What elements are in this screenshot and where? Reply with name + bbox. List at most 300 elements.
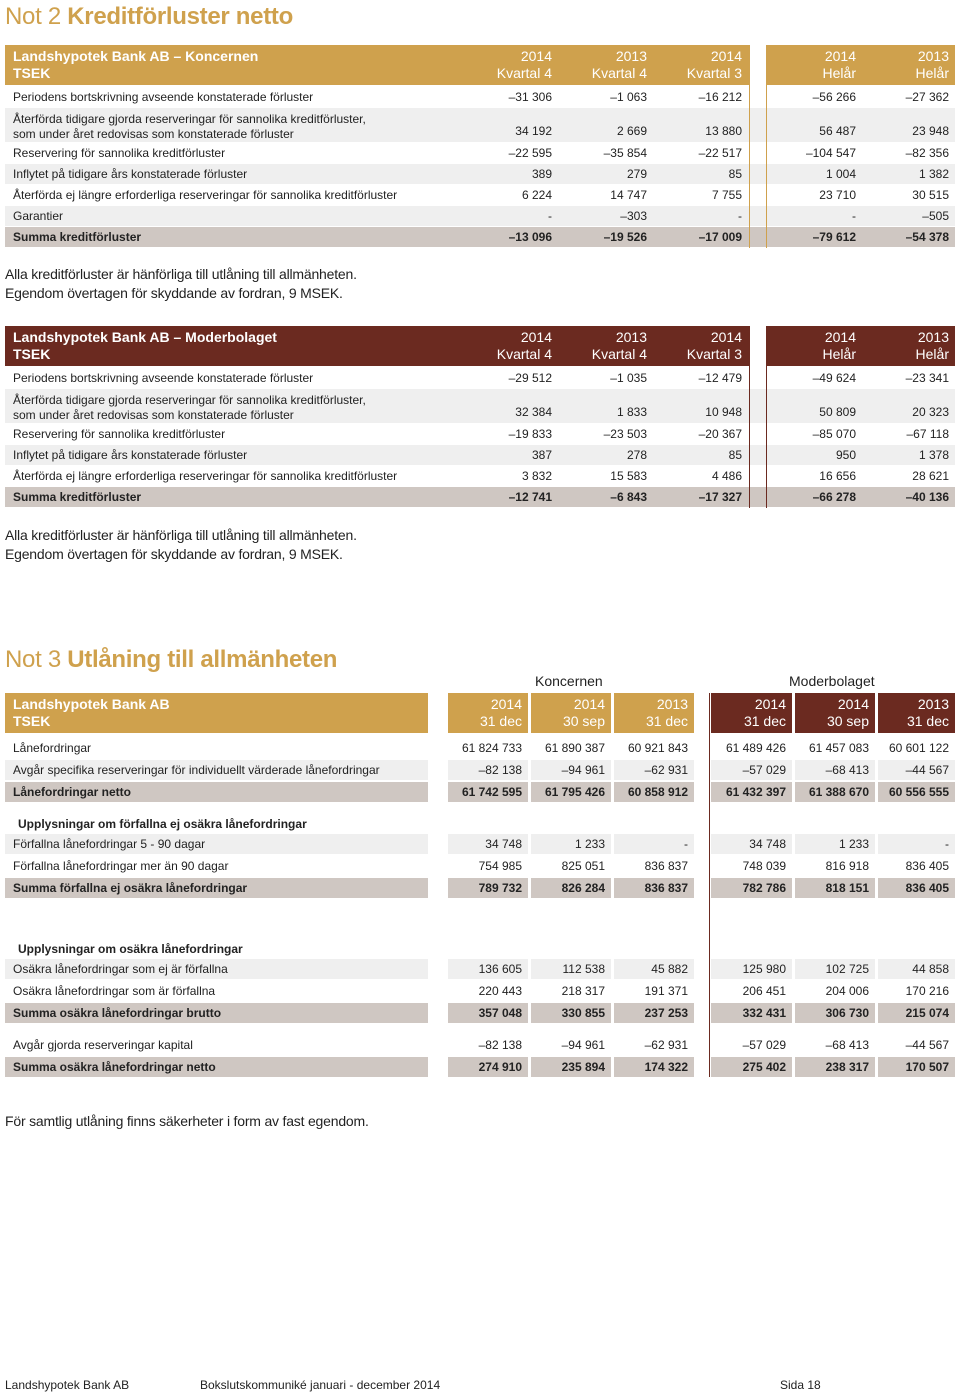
- row-value: 330 855: [561, 1006, 605, 1020]
- cell-gap: [428, 878, 448, 898]
- row-value: 170 216: [905, 984, 949, 998]
- header-col-year: 2013: [917, 696, 949, 712]
- row-value: 2 669: [616, 124, 647, 138]
- cell-gap: [428, 782, 448, 802]
- cell-gap: [875, 959, 878, 979]
- row-value: –68 413: [825, 1038, 869, 1052]
- moder-note-1: Alla kreditförluster är hänförliga till utlåning till allmänheten.: [5, 527, 357, 543]
- summary-row: [5, 1057, 955, 1077]
- row-label: Summa osäkra lånefordringar brutto: [13, 1006, 222, 1020]
- cell-gap: [528, 834, 531, 854]
- row-value: -: [548, 209, 552, 223]
- row-label-line: Summa kreditförluster: [13, 490, 142, 504]
- row-label: [13, 164, 247, 184]
- header-entity: [13, 45, 258, 85]
- table-row: [5, 1035, 955, 1055]
- row-value: 61 489 426: [725, 741, 786, 755]
- cell-gap: [875, 1057, 878, 1077]
- header-col: [711, 693, 792, 733]
- row-value: 34 748: [749, 837, 786, 851]
- row-value: 206 451: [742, 984, 786, 998]
- cell-gap: [528, 1057, 531, 1077]
- row-value: -: [738, 209, 742, 223]
- row-value: 3 832: [521, 469, 552, 483]
- row-value: –20 367: [698, 427, 742, 441]
- row-label: [13, 143, 225, 163]
- row-value: –56 266: [812, 90, 856, 104]
- table-row: [5, 368, 955, 388]
- cell-gap: [792, 959, 795, 979]
- row-value: 60 858 912: [627, 785, 688, 799]
- header-col-period: Helår: [822, 65, 856, 81]
- row-value: 275 402: [742, 1060, 786, 1074]
- column-divider: [709, 693, 710, 1077]
- cell-gap: [428, 1003, 448, 1023]
- column-divider: [766, 45, 767, 248]
- row-value: 16 656: [819, 469, 856, 483]
- row-label-line: Inflytet på tidigare års konstaterade förluster: [13, 448, 248, 462]
- row-value: 136 605: [478, 962, 522, 976]
- row-value: –19 833: [508, 427, 552, 441]
- header-unit: TSEK: [13, 713, 51, 729]
- table-row: [5, 108, 955, 142]
- header-col-year: 2014: [573, 696, 605, 712]
- row-label-line: Garantier: [13, 209, 64, 223]
- header-col-year: 2013: [615, 48, 647, 64]
- header-col: [614, 693, 694, 733]
- header-col-date: 30 sep: [562, 713, 605, 729]
- cell-gap: [792, 782, 795, 802]
- row-value: 836 837: [644, 859, 688, 873]
- header-col-period: Helår: [915, 65, 949, 81]
- header-col: [795, 693, 875, 733]
- cell-gap: [528, 959, 531, 979]
- row-value: 274 910: [478, 1060, 522, 1074]
- row-value: 34 748: [485, 837, 522, 851]
- row-value: 204 006: [825, 984, 869, 998]
- row-value: –68 413: [825, 763, 869, 777]
- row-value: 60 601 122: [888, 741, 949, 755]
- row-value: 215 074: [905, 1006, 949, 1020]
- row-value: 32 384: [515, 405, 552, 419]
- moder-note-2: Egendom övertagen för skyddande av fordran, 9 MSEK.: [5, 546, 343, 562]
- header-col-year: 2014: [490, 696, 522, 712]
- row-value: 30 515: [912, 188, 949, 202]
- row-label: Lånefordringar: [13, 741, 92, 755]
- row-value: 34 192: [515, 124, 552, 138]
- row-label: Förfallna lånefordringar 5 - 90 dagar: [13, 837, 206, 851]
- cell-gap: [428, 959, 448, 979]
- row-value: –505: [922, 209, 949, 223]
- row-value: 818 151: [825, 881, 869, 895]
- row-value: –67 118: [906, 427, 949, 441]
- note2-prefix: Not 2: [5, 3, 61, 30]
- group-label-koncern: Koncernen: [535, 673, 603, 689]
- row-value: 836 405: [905, 859, 949, 873]
- row-value: –54 378: [905, 230, 949, 244]
- lending-header-col-5: [878, 693, 955, 733]
- summary-row: [5, 782, 955, 802]
- summary-row: [5, 487, 955, 507]
- row-value: 782 786: [742, 881, 786, 895]
- lending-header-col-0: [448, 693, 528, 733]
- row-label: [13, 445, 247, 465]
- table-row: [5, 834, 955, 854]
- note2-title: Kreditförluster netto: [67, 3, 293, 30]
- row-value: –62 931: [644, 763, 688, 777]
- summary-row: [5, 227, 955, 247]
- header-col-3: [767, 326, 862, 366]
- row-label: [13, 227, 141, 247]
- row-label-line: som under året redovisas som konstaterade förluster: [13, 408, 294, 422]
- row-value: 102 725: [825, 962, 869, 976]
- row-value: 1 833: [616, 405, 647, 419]
- row-label-line: Inflytet på tidigare års konstaterade förluster: [13, 167, 248, 181]
- row-label: [13, 368, 313, 388]
- header-col-0: [470, 45, 558, 85]
- header-col-4: [864, 326, 955, 366]
- row-value: 1 378: [918, 448, 949, 462]
- row-value: –13 096: [508, 230, 552, 244]
- row-value: 389: [531, 167, 552, 181]
- row-value: –104 547: [805, 146, 856, 160]
- header-col-period: Helår: [915, 346, 949, 362]
- header-col-2: [655, 326, 748, 366]
- row-value: –22 517: [698, 146, 742, 160]
- row-value: –94 961: [561, 1038, 605, 1052]
- row-label: Lånefordringar netto: [13, 785, 132, 799]
- footer-report: Bokslutskommuniké januari - december 2014: [200, 1378, 441, 1392]
- row-value: 23 948: [912, 124, 949, 138]
- header-col-year: 2014: [520, 48, 552, 64]
- row-label-line: Periodens bortskrivning avseende konstaterade förluster: [13, 371, 314, 385]
- table-row: [5, 981, 955, 1001]
- row-value: 235 894: [561, 1060, 605, 1074]
- header-entity: [13, 693, 170, 733]
- row-label: Förfallna lånefordringar mer än 90 dagar: [13, 859, 229, 873]
- row-value: 56 487: [819, 124, 856, 138]
- cell-gap: [528, 1003, 531, 1023]
- header-entity-name: Landshypotek Bank AB: [13, 696, 170, 712]
- row-value: –85 070: [812, 427, 856, 441]
- row-label: Avgår specifika reserveringar för individuellt värderade lånefordringar: [13, 763, 380, 777]
- row-value: 1 233: [574, 837, 605, 851]
- header-col-4: [864, 45, 955, 85]
- header-col-date: 31 dec: [743, 713, 786, 729]
- row-value: 836 405: [905, 881, 949, 895]
- header-col-year: 2014: [824, 48, 856, 64]
- column-divider: [749, 326, 750, 508]
- row-value: 61 388 670: [808, 785, 869, 799]
- row-value: –12 741: [508, 490, 552, 504]
- cell-gap: [428, 760, 448, 780]
- row-value: 826 284: [561, 881, 605, 895]
- cell-gap: [611, 878, 614, 898]
- row-value: 237 253: [644, 1006, 688, 1020]
- row-label: Summa osäkra lånefordringar netto: [13, 1060, 216, 1074]
- cell-gap: [792, 878, 795, 898]
- row-value: –94 961: [561, 763, 605, 777]
- row-value: -: [945, 837, 949, 851]
- table-row: [5, 856, 955, 876]
- cell-gap: [528, 760, 531, 780]
- row-value: 44 858: [912, 962, 949, 976]
- header-col-year: 2013: [917, 48, 949, 64]
- table-row: [5, 424, 955, 444]
- header-col-date: 30 sep: [826, 713, 869, 729]
- row-label-line: Återförda ej längre erforderliga reserveringar för sannolika kreditförluster: [13, 188, 398, 202]
- table-header: [5, 45, 955, 85]
- note3-prefix: Not 3: [5, 646, 61, 673]
- row-label: Avgår gjorda reserveringar kapital: [13, 1038, 193, 1052]
- header-col-period: Kvartal 4: [591, 65, 647, 81]
- row-label: [13, 108, 366, 146]
- group-label-moder: Moderbolaget: [789, 673, 875, 689]
- header-col-year: 2014: [824, 329, 856, 345]
- table-row: [5, 389, 955, 423]
- note3-note: För samtlig utlåning finns säkerheter i form av fast egendom.: [5, 1113, 369, 1129]
- row-label-line: Återförda tidigare gjorda reserveringar för sannolika kreditförluster,: [13, 112, 366, 126]
- cell-gap: [875, 760, 878, 780]
- row-value: 1 233: [838, 837, 869, 851]
- row-label-line: Återförda ej längre erforderliga reserveringar för sannolika kreditförluster: [13, 469, 398, 483]
- lending-header-col-1: [531, 693, 611, 733]
- row-value: 357 048: [478, 1006, 522, 1020]
- column-divider: [749, 45, 750, 248]
- koncern-note-2: Egendom övertagen för skyddande av fordran, 9 MSEK.: [5, 285, 343, 301]
- summary-row: [5, 878, 955, 898]
- header-col-3: [767, 45, 862, 85]
- row-value: –23 503: [603, 427, 647, 441]
- header-col-date: 31 dec: [479, 713, 522, 729]
- header-col-year: 2014: [710, 48, 742, 64]
- header-col-1: [560, 326, 653, 366]
- header-col-1: [560, 45, 653, 85]
- row-value: 10 948: [705, 405, 742, 419]
- table-row: [5, 959, 955, 979]
- header-entity-name: Landshypotek Bank AB – Moderbolaget: [13, 329, 277, 345]
- table-row: [5, 760, 955, 780]
- row-value: 112 538: [562, 962, 605, 976]
- row-value: –6 843: [610, 490, 647, 504]
- header-col-2: [655, 45, 748, 85]
- row-label: [13, 87, 313, 107]
- koncern-notes: [5, 265, 357, 303]
- row-value: -: [684, 837, 688, 851]
- row-value: –19 526: [603, 230, 647, 244]
- row-value: –57 029: [742, 1038, 786, 1052]
- row-value: –79 612: [812, 230, 856, 244]
- row-value: 1 382: [918, 167, 949, 181]
- row-value: –82 138: [478, 763, 522, 777]
- header-col-period: Kvartal 3: [686, 65, 742, 81]
- header-col-year: 2014: [837, 696, 869, 712]
- header-col: [448, 693, 528, 733]
- header-col-date: 31 dec: [906, 713, 949, 729]
- header-col-date: 31 dec: [645, 713, 688, 729]
- row-label-line: Periodens bortskrivning avseende konstaterade förluster: [13, 90, 314, 104]
- row-value: 13 880: [705, 124, 742, 138]
- row-value: 789 732: [478, 881, 522, 895]
- row-value: 61 795 426: [544, 785, 605, 799]
- row-value: 825 051: [561, 859, 605, 873]
- row-value: –35 854: [603, 146, 647, 160]
- subheading-overdue: Upplysningar om förfallna ej osäkra lånefordringar: [18, 817, 307, 831]
- cell-gap: [792, 834, 795, 854]
- header-col-year: 2013: [615, 329, 647, 345]
- row-label-line: Reservering för sannolika kreditförluster: [13, 427, 226, 441]
- header-col-year: 2013: [917, 329, 949, 345]
- row-value: 28 621: [912, 469, 949, 483]
- row-label-line: som under året redovisas som konstaterade förluster: [13, 127, 294, 141]
- cell-gap: [428, 834, 448, 854]
- cell-gap: [611, 1003, 614, 1023]
- header-gap: [749, 326, 766, 366]
- row-value: 191 371: [644, 984, 688, 998]
- table-header: [5, 326, 955, 366]
- row-value: –16 212: [698, 90, 742, 104]
- row-value: 50 809: [819, 405, 856, 419]
- row-value: 279: [626, 167, 647, 181]
- row-label: [13, 389, 366, 427]
- row-value: –44 567: [905, 763, 949, 777]
- row-value: –1 063: [610, 90, 647, 104]
- row-value: –17 009: [698, 230, 742, 244]
- row-value: 836 837: [644, 881, 688, 895]
- row-label: [13, 206, 63, 226]
- row-label: Osäkra lånefordringar som är förfallna: [13, 984, 216, 998]
- header-col: [531, 693, 611, 733]
- row-value: 332 431: [742, 1006, 786, 1020]
- row-value: 60 921 843: [627, 741, 688, 755]
- row-value: –1 035: [610, 371, 647, 385]
- header-col-year: 2014: [754, 696, 786, 712]
- row-value: –23 341: [905, 371, 949, 385]
- lending-header-col-3: [711, 693, 792, 733]
- row-value: –49 624: [812, 371, 856, 385]
- row-value: 15 583: [610, 469, 647, 483]
- row-value: 170 507: [905, 1060, 949, 1074]
- row-value: –57 029: [742, 763, 786, 777]
- row-value: 174 322: [644, 1060, 688, 1074]
- header-entity: [13, 326, 277, 366]
- row-value: 60 556 555: [888, 785, 949, 799]
- note3-heading: [5, 646, 337, 674]
- row-value: –29 512: [508, 371, 552, 385]
- header-col-0: [470, 326, 558, 366]
- row-value: 125 980: [742, 962, 786, 976]
- row-value: 6 224: [521, 188, 552, 202]
- lending-header-col-2: [614, 693, 694, 733]
- lending-header-col-4: [795, 693, 875, 733]
- summary-row: [5, 1003, 955, 1023]
- row-label: [13, 424, 225, 444]
- row-value: –82 138: [478, 1038, 522, 1052]
- row-label-line: Återförda tidigare gjorda reserveringar för sannolika kreditförluster,: [13, 393, 366, 407]
- table-row: [5, 206, 955, 226]
- row-value: 218 317: [561, 984, 605, 998]
- row-value: 61 432 397: [725, 785, 786, 799]
- cell-gap: [875, 834, 878, 854]
- header-unit: TSEK: [13, 65, 51, 81]
- row-value: 85: [728, 167, 742, 181]
- row-value: –12 479: [698, 371, 742, 385]
- row-value: 61 824 733: [461, 741, 522, 755]
- subheading-doubtful: Upplysningar om osäkra lånefordringar: [18, 942, 243, 956]
- cell-gap: [875, 782, 878, 802]
- cell-gap: [611, 959, 614, 979]
- cell-gap: [792, 760, 795, 780]
- table-row: [5, 185, 955, 205]
- row-value: –44 567: [905, 1038, 949, 1052]
- header-col-period: Kvartal 3: [686, 346, 742, 362]
- row-value: 238 317: [825, 1060, 869, 1074]
- row-value: 748 039: [742, 859, 786, 873]
- row-value: –22 595: [508, 146, 552, 160]
- footer-page: Sida 18: [780, 1378, 821, 1392]
- row-value: 20 323: [912, 405, 949, 419]
- row-value: 1 004: [825, 167, 856, 181]
- column-divider: [766, 326, 767, 508]
- cell-gap: [611, 834, 614, 854]
- koncern-note-1: Alla kreditförluster är hänförliga till utlåning till allmänheten.: [5, 266, 357, 282]
- cell-gap: [875, 1003, 878, 1023]
- table-row: [5, 164, 955, 184]
- row-value: –62 931: [644, 1038, 688, 1052]
- row-value: 220 443: [478, 984, 522, 998]
- header-gap: [749, 45, 766, 85]
- header-col: [878, 693, 955, 733]
- row-value: 7 755: [711, 188, 742, 202]
- row-value: –27 362: [905, 90, 949, 104]
- row-value: 4 486: [711, 469, 742, 483]
- cell-gap: [611, 760, 614, 780]
- lending-header-label: [5, 693, 428, 733]
- note3-title: Utlåning till allmänheten: [67, 646, 338, 673]
- row-value: 387: [531, 448, 552, 462]
- row-value: 950: [835, 448, 856, 462]
- row-value: –66 278: [812, 490, 856, 504]
- cell-gap: [611, 782, 614, 802]
- cell-gap: [528, 878, 531, 898]
- row-label: [13, 487, 141, 507]
- note2-heading: [5, 3, 293, 31]
- row-value: 45 882: [651, 962, 688, 976]
- row-value: –40 136: [905, 490, 949, 504]
- header-col-period: Helår: [822, 346, 856, 362]
- cell-gap: [792, 1003, 795, 1023]
- cell-gap: [428, 1057, 448, 1077]
- row-value: –82 356: [905, 146, 949, 160]
- header-unit: TSEK: [13, 346, 51, 362]
- header-col-period: Kvartal 4: [591, 346, 647, 362]
- row-value: 85: [728, 448, 742, 462]
- row-value: 816 918: [825, 859, 869, 873]
- row-label-line: Summa kreditförluster: [13, 230, 142, 244]
- row-value: –31 306: [508, 90, 552, 104]
- row-label-line: Reservering för sannolika kreditförluster: [13, 146, 226, 160]
- row-label: [13, 185, 397, 205]
- row-value: 306 730: [825, 1006, 869, 1020]
- row-value: 61 742 595: [461, 785, 522, 799]
- row-label: [13, 466, 397, 486]
- table-row: [5, 87, 955, 107]
- row-value: 14 747: [610, 188, 647, 202]
- row-value: 754 985: [478, 859, 522, 873]
- header-col-year: 2014: [520, 329, 552, 345]
- table-row: [5, 445, 955, 465]
- row-label: Osäkra lånefordringar som ej är förfallna: [13, 962, 228, 976]
